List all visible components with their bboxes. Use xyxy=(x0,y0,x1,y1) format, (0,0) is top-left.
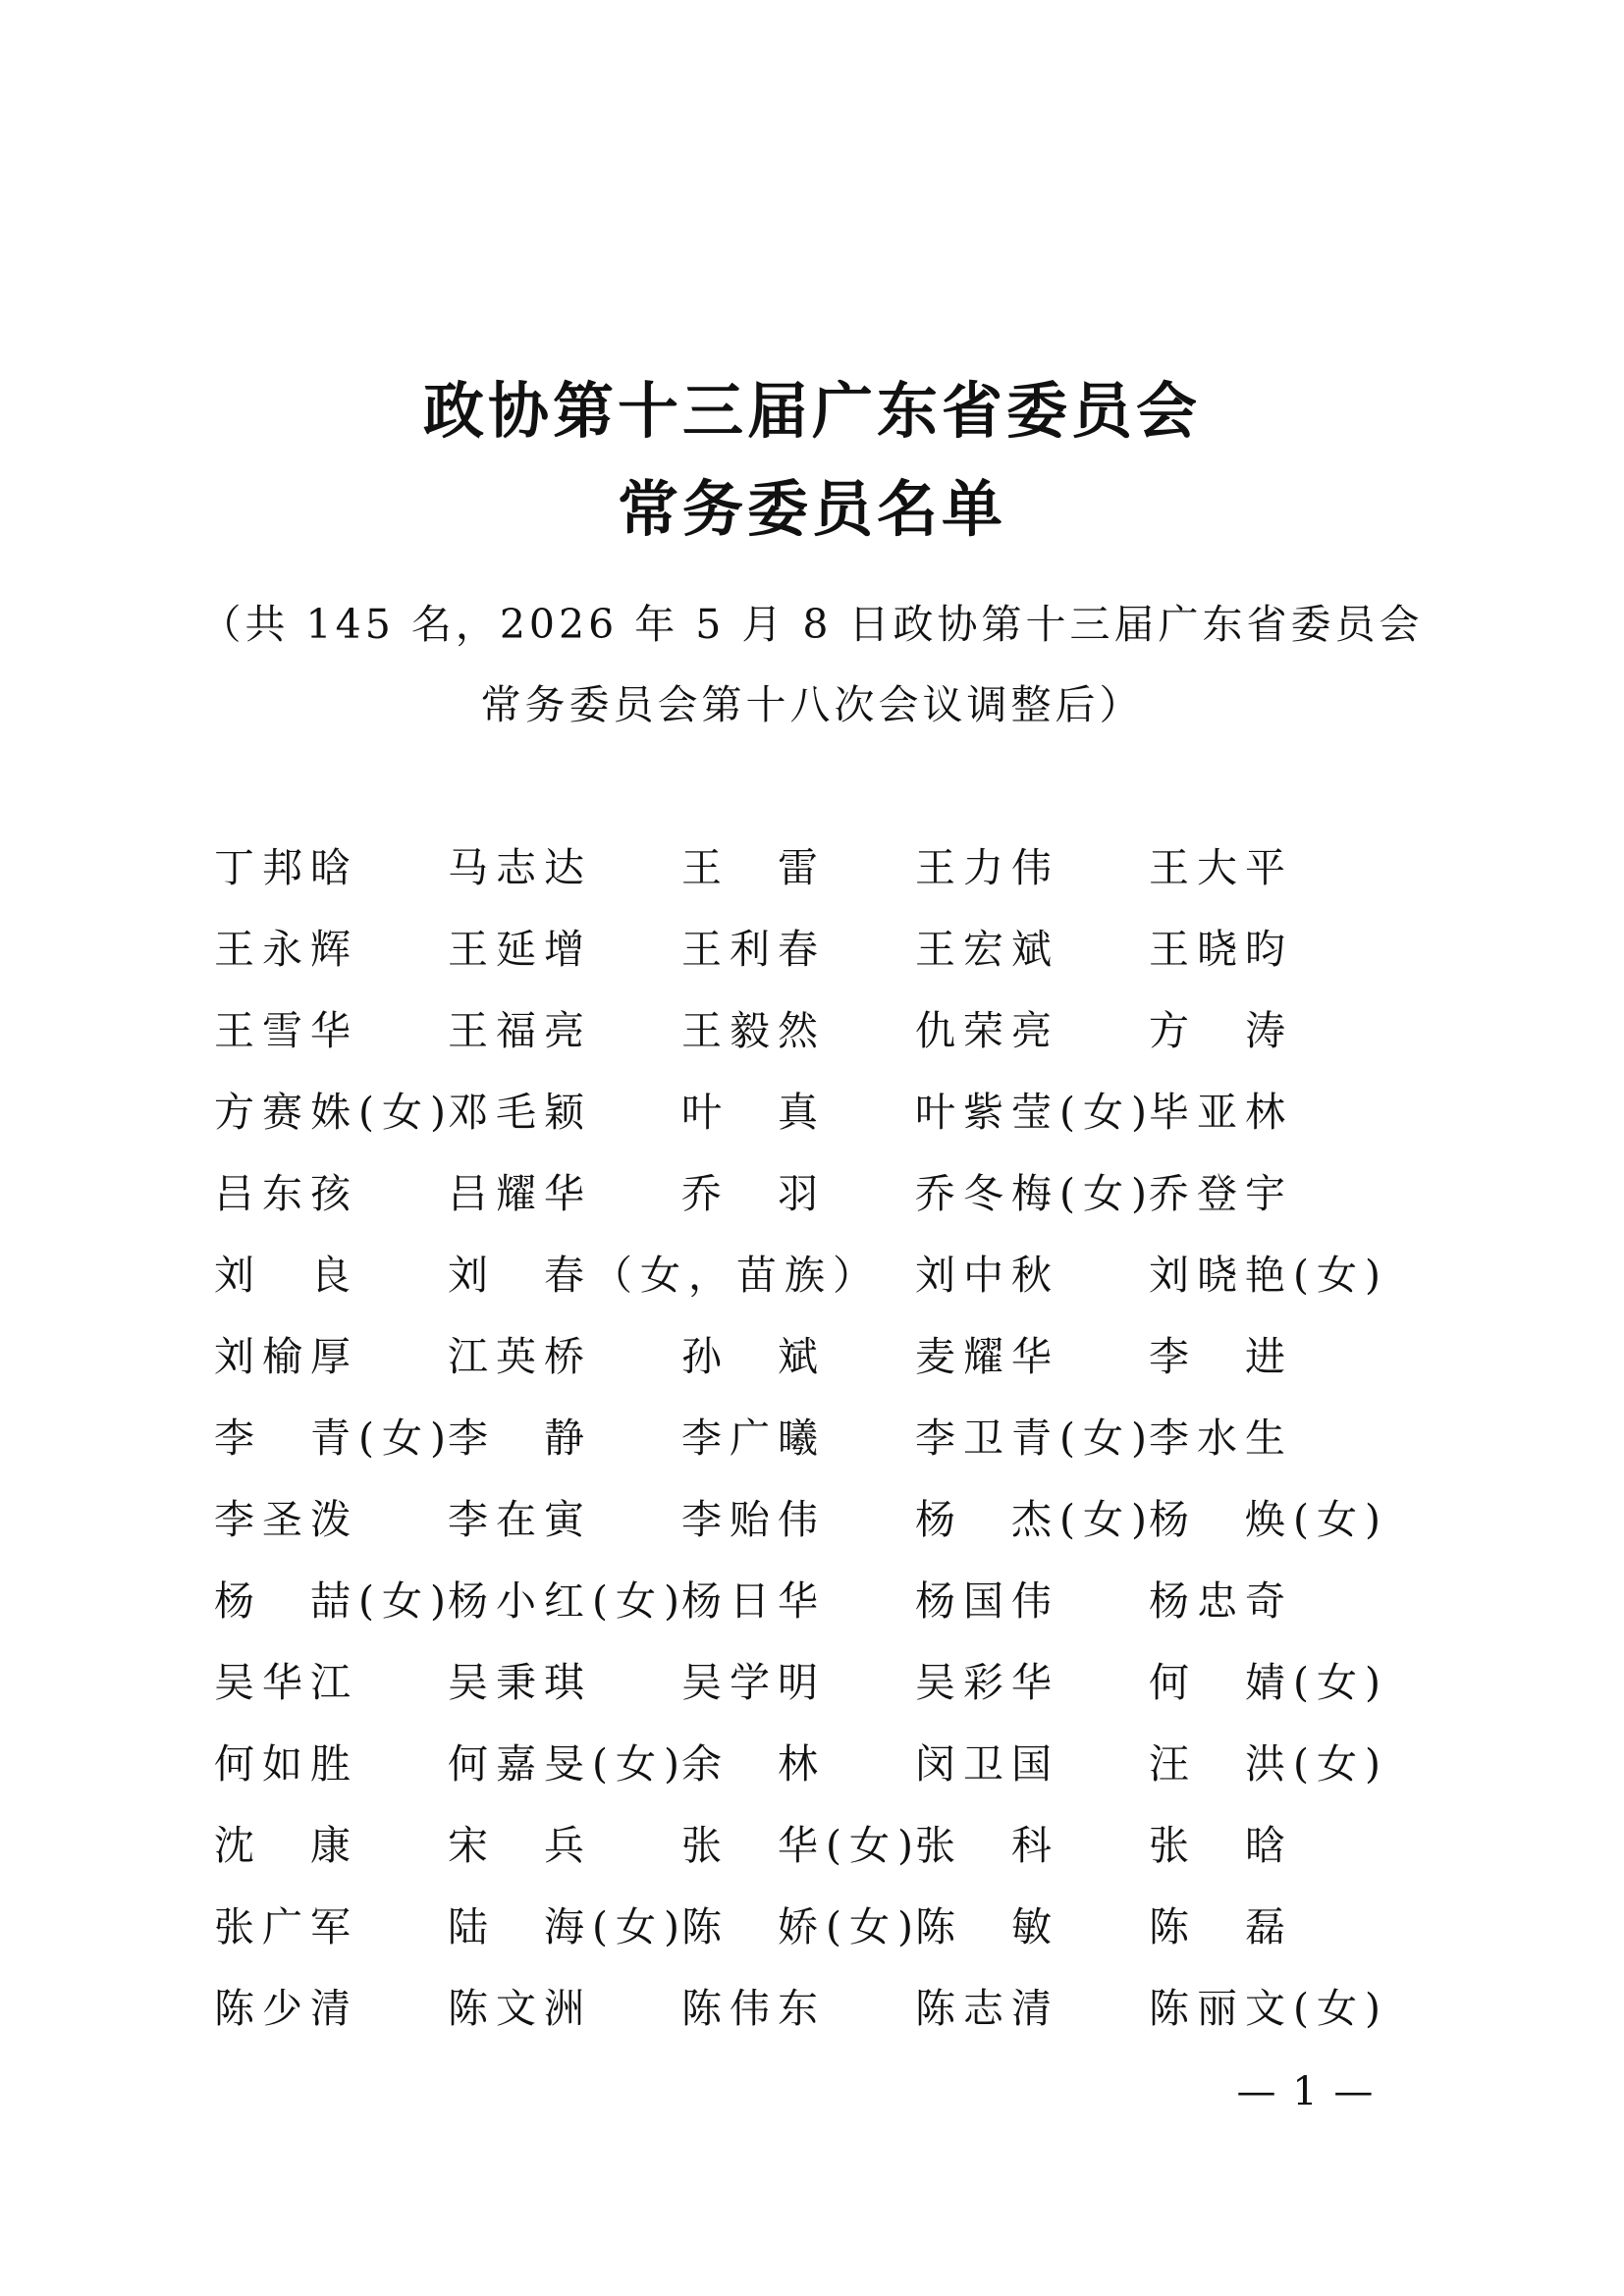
member-name: 乔登宇 xyxy=(1149,1170,1293,1217)
member-name: 丁邦晗 xyxy=(214,844,358,891)
member-name: 闵卫国 xyxy=(915,1740,1059,1788)
member-name: 何如胜 xyxy=(214,1740,358,1788)
member-name: 王福亮 xyxy=(448,1007,592,1054)
member-name: 陈文洲 xyxy=(448,1985,592,2032)
member-name: 沈 康 xyxy=(214,1822,358,1869)
member-name: 叶 真 xyxy=(681,1089,826,1136)
member-name: 马志达 xyxy=(448,844,592,891)
member-name: 江英桥 xyxy=(448,1333,592,1380)
member-name: 王晓昀 xyxy=(1149,926,1293,973)
member-name: 王力伟 xyxy=(915,844,1059,891)
member-name: 张 科 xyxy=(915,1822,1059,1869)
member-name: 麦耀华 xyxy=(915,1333,1059,1380)
member-name: 杨忠奇 xyxy=(1149,1577,1293,1625)
member-name: 吴彩华 xyxy=(915,1659,1059,1706)
member-name: 杨日华 xyxy=(681,1577,826,1625)
member-name: 杨国伟 xyxy=(915,1577,1059,1625)
member-name: 孙 斌 xyxy=(681,1333,826,1380)
member-name: 李 进 xyxy=(1149,1333,1293,1380)
document-subtitle-line2: 常务委员会第十八次会议调整后） xyxy=(480,681,1144,728)
member-name: 刘 良 xyxy=(214,1252,358,1299)
member-name: 王大平 xyxy=(1149,844,1293,891)
member-name: 王永辉 xyxy=(214,926,358,973)
member-name: 吕东孩 xyxy=(214,1170,358,1217)
member-name: 李 青(女) xyxy=(214,1415,454,1462)
document-title-line2: 常务委员名单 xyxy=(617,473,1006,545)
member-name: 吴秉琪 xyxy=(448,1659,592,1706)
member-name: 陈丽文(女) xyxy=(1149,1985,1388,2032)
member-name: 杨 焕(女) xyxy=(1149,1496,1388,1543)
member-name: 汪 洪(女) xyxy=(1149,1740,1388,1788)
member-name: 刘榆厚 xyxy=(214,1333,358,1380)
member-name: 乔 羽 xyxy=(681,1170,826,1217)
member-name: 毕亚林 xyxy=(1149,1089,1293,1136)
member-name: 宋 兵 xyxy=(448,1822,592,1869)
member-name: 吴华江 xyxy=(214,1659,358,1706)
member-name: 何嘉旻(女) xyxy=(448,1740,687,1788)
document-subtitle-line1: （共 145 名，2026 年 5 月 8 日政协第十三届广东省委员会 xyxy=(200,601,1424,648)
member-name: 陈少清 xyxy=(214,1985,358,2032)
member-name: 李 静 xyxy=(448,1415,592,1462)
member-name: 王毅然 xyxy=(681,1007,826,1054)
member-name: 陈 娇(女) xyxy=(681,1903,921,1950)
member-name: 张 华(女) xyxy=(681,1822,921,1869)
member-name: 仇荣亮 xyxy=(915,1007,1059,1054)
member-name: 李卫青(女) xyxy=(915,1415,1155,1462)
member-name: 杨小红(女) xyxy=(448,1577,687,1625)
member-name: 吕耀华 xyxy=(448,1170,592,1217)
page-number: — 1 — xyxy=(1236,2069,1376,2114)
member-name: 张 晗 xyxy=(1149,1822,1293,1869)
member-name: 杨 喆(女) xyxy=(214,1577,454,1625)
member-name-grid xyxy=(214,838,1408,2060)
member-name: 陆 海(女) xyxy=(448,1903,687,1950)
member-name: 邓毛颖 xyxy=(448,1089,592,1136)
member-name: 张广军 xyxy=(214,1903,358,1950)
member-name: 杨 杰(女) xyxy=(915,1496,1155,1543)
member-name: 王 雷 xyxy=(681,844,826,891)
member-name: 王利春 xyxy=(681,926,826,973)
member-name: 刘中秋 xyxy=(915,1252,1059,1299)
member-name: 余 林 xyxy=(681,1740,826,1788)
member-name: 刘 春（女，苗族） xyxy=(448,1252,881,1299)
member-name: 方赛姝(女) xyxy=(214,1089,454,1136)
member-name: 方 涛 xyxy=(1149,1007,1293,1054)
member-name: 李水生 xyxy=(1149,1415,1293,1462)
member-name: 乔冬梅(女) xyxy=(915,1170,1155,1217)
member-name: 陈 磊 xyxy=(1149,1903,1293,1950)
member-name: 陈志清 xyxy=(915,1985,1059,2032)
document-title-line1: 政协第十三届广东省委员会 xyxy=(422,375,1201,447)
member-name: 李贻伟 xyxy=(681,1496,826,1543)
member-name: 何 婧(女) xyxy=(1149,1659,1388,1706)
member-name: 吴学明 xyxy=(681,1659,826,1706)
member-name xyxy=(681,1246,915,1327)
member-name: 王延增 xyxy=(448,926,592,973)
member-name: 刘晓艳(女) xyxy=(1149,1252,1388,1299)
member-name: 王雪华 xyxy=(214,1007,358,1054)
member-name: 李圣泼 xyxy=(214,1496,358,1543)
member-name: 李在寅 xyxy=(448,1496,592,1543)
member-name: 陈 敏 xyxy=(915,1903,1059,1950)
member-name: 李广曦 xyxy=(681,1415,826,1462)
member-name: 叶紫莹(女) xyxy=(915,1089,1155,1136)
member-name: 陈伟东 xyxy=(681,1985,826,2032)
member-name: 王宏斌 xyxy=(915,926,1059,973)
